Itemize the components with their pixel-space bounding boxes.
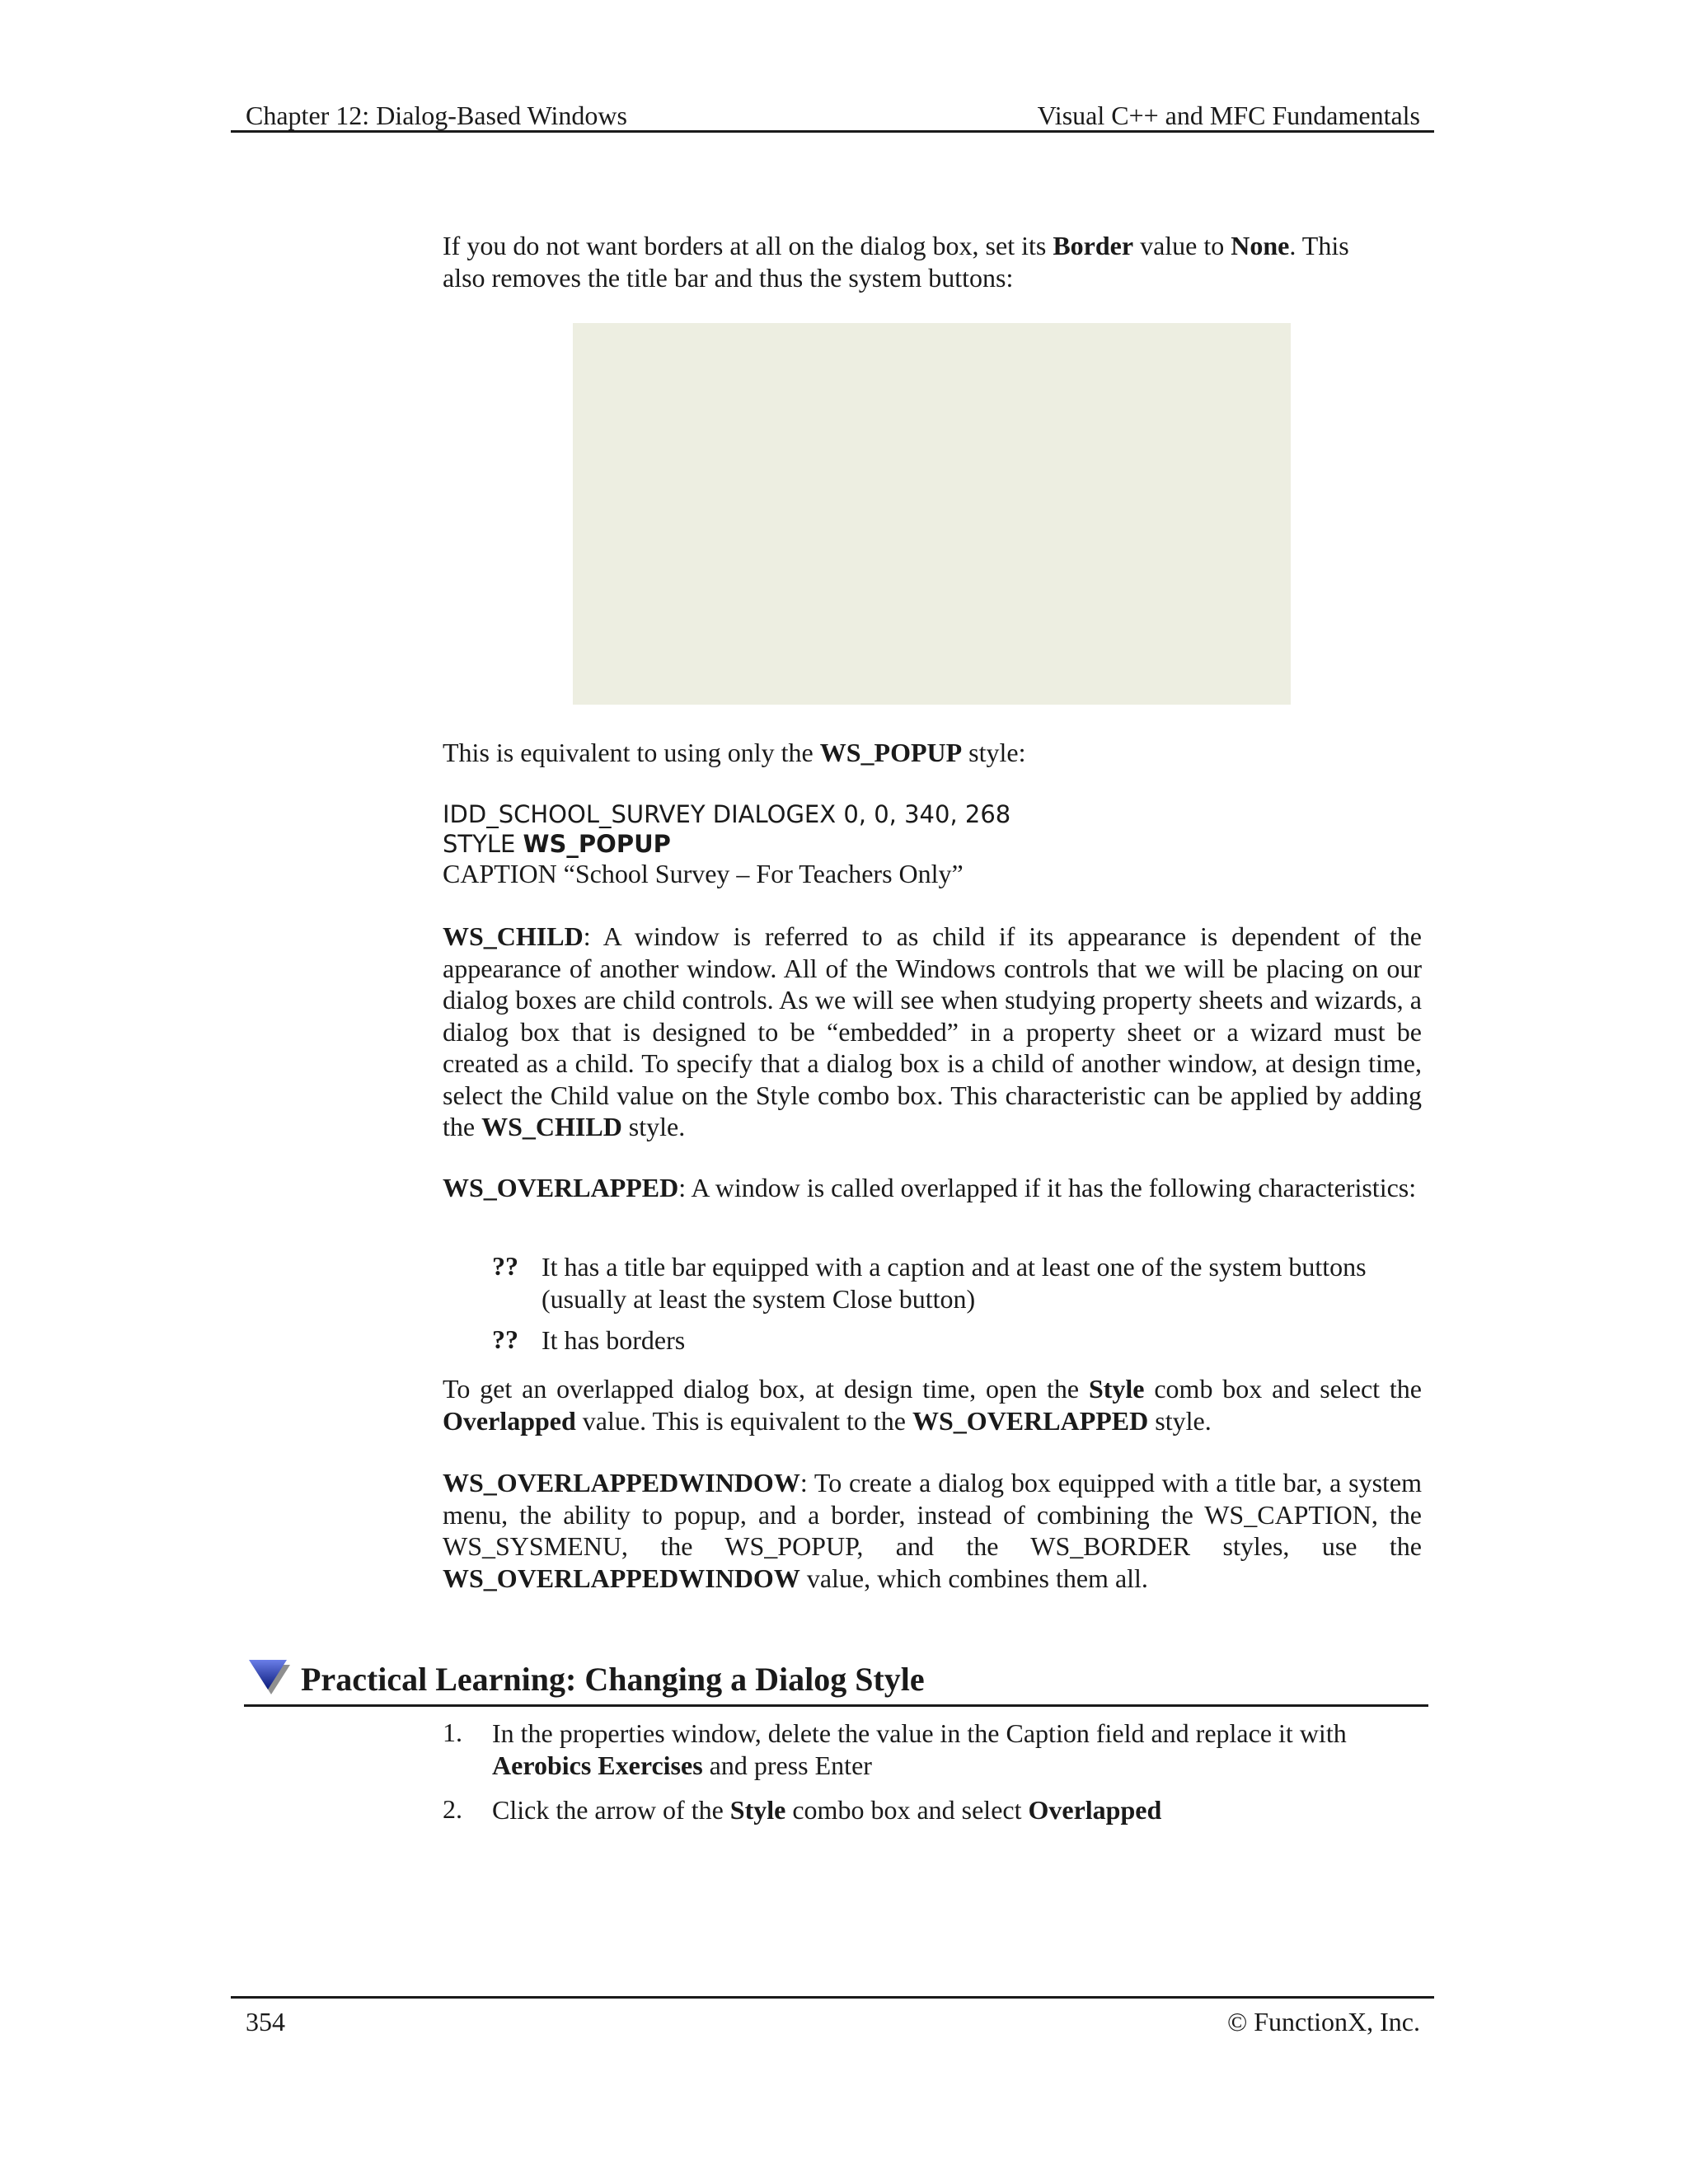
section-rule: [244, 1704, 1428, 1707]
code-line-1: IDD_SCHOOL_SURVEY DIALOGEX 0, 0, 340, 268: [443, 800, 1011, 828]
bullet-item-title-bar: It has a title bar equipped with a caption and at least one of the system buttons (usually at least the system Close button): [542, 1252, 1367, 1314]
bullet-marker: ??: [492, 1251, 518, 1281]
footer-rule: [231, 1996, 1434, 1999]
page-number: 354: [246, 2007, 285, 2036]
step-2-text: Click the arrow of the Style combo box and select Overlapped: [492, 1795, 1162, 1825]
running-header-left: Chapter 12: Dialog-Based Windows: [246, 101, 627, 130]
blue-triangle-icon: [246, 1655, 293, 1696]
footer-copyright: © FunctionX, Inc.: [1226, 2007, 1420, 2036]
ws-overlappedwindow-paragraph: WS_OVERLAPPEDWINDOW: To create a dialog box equipped with a title bar, a system menu, the ability to popup, and a border, instead of combining the WS_CAPTION, the WS_SYSMENU, the WS_POPUP, and the WS_BORDER styles, use the WS_OVERLAPPEDWINDOW value, which combines them all.: [443, 1468, 1422, 1593]
header-rule: [231, 130, 1434, 133]
ws-child-paragraph: WS_CHILD: A window is referred to as child if its appearance is dependent of the appearance of another window. All of the Windows controls that we will be placing on our dialog boxes are child controls. As we will see when studying property sheets and wizards, a dialog box that is designed to be “embedded” in a property sheet or a wizard must be created as a child. To specify that a dialog box is a child of another window, at design time, select the Child value on the Style combo box. This characteristic can be applied by adding the WS_CHILD style.: [443, 921, 1422, 1141]
code-line-3: CAPTION “School Survey – For Teachers Only”: [443, 859, 964, 888]
step-1-text: In the properties window, delete the value in the Caption field and replace it with Aerobics Exercises and press Enter: [492, 1718, 1347, 1780]
overlapped-design-paragraph: To get an overlapped dialog box, at design time, open the Style comb box and select the Overlapped value. This is equivalent to the WS_OVERLAPPED style.: [443, 1374, 1423, 1436]
step-number: 2.: [443, 1794, 462, 1824]
code-line-2: STYLE WS_POPUP: [443, 830, 671, 858]
dialog-screenshot-figure: [573, 323, 1291, 705]
step-number: 1.: [443, 1718, 462, 1747]
section-title: Practical Learning: Changing a Dialog Style: [301, 1661, 925, 1698]
ws-overlapped-paragraph: WS_OVERLAPPED: A window is called overlapped if it has the following characteristics:: [443, 1173, 1417, 1202]
intro-paragraph: If you do not want borders at all on the dialog box, set its Border value to None. This also removes the title bar and thus the system buttons:: [443, 231, 1349, 293]
bullet-marker: ??: [492, 1324, 518, 1354]
running-header-right: Visual C++ and MFC Fundamentals: [1037, 101, 1420, 130]
equivalent-paragraph: This is equivalent to using only the WS_POPUP style:: [443, 738, 1026, 767]
bullet-item-borders: It has borders: [542, 1325, 686, 1355]
